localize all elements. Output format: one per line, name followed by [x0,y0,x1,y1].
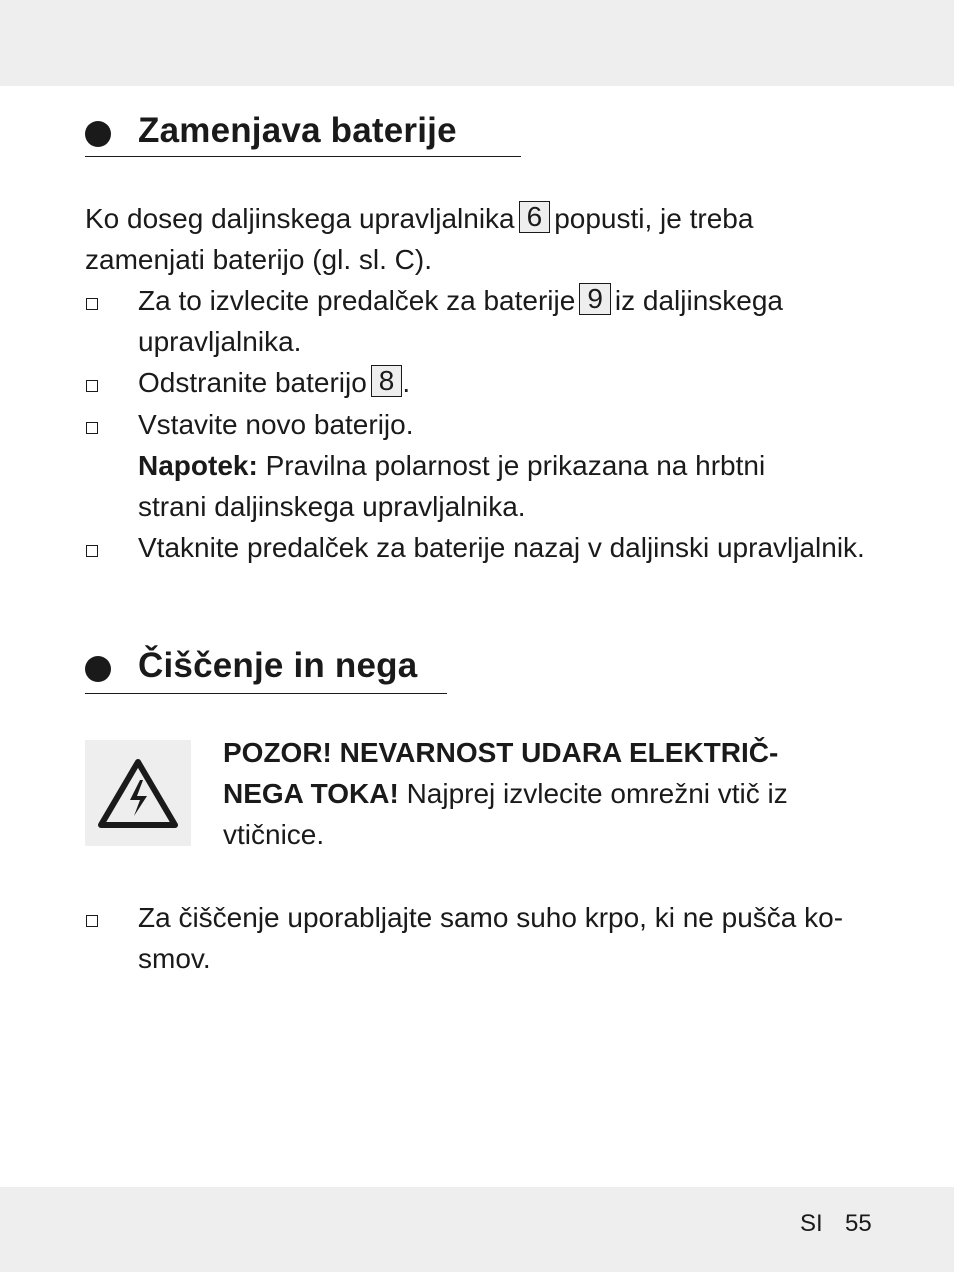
checkbox-square-icon [86,545,98,557]
step-3-note-cont: strani daljinskega upravljalnika. [138,491,526,522]
step-4-line: Vtaknite predalček za baterije nazaj v daljinski upravljalnik. [138,532,865,563]
warning-icon-box [85,740,191,846]
heading-title: Čiščenje in nega [138,646,418,685]
header-band [0,0,954,86]
step-2-line: Odstranite baterijo 8 . [138,365,411,398]
step-3-note: Napotek: Pravilna polarnost je prikazana na hrbtni [138,450,766,481]
checkbox-square-icon [86,915,98,927]
footer-page-number: 55 [845,1210,872,1237]
heading-bullet [85,121,111,147]
ref-number-box: 9 [579,283,611,315]
heading-bullet [85,656,111,682]
step-3-line: Vstavite novo baterijo. [138,409,414,440]
heading-underline [85,156,521,157]
intro-line-1: Ko doseg daljinskega upravljalnika 6 popusti, je treba [85,201,754,234]
intro-line-2: zamenjati baterijo (gl. sl. C). [85,244,433,275]
checkbox-square-icon [86,380,98,392]
checkbox-square-icon [86,422,98,434]
ref-number-box: 6 [519,201,551,233]
step-1-line: Za to izvlecite predalček za baterije 9 iz daljinskega [138,283,784,316]
section-heading-cleaning [85,643,455,703]
section-heading-battery [85,108,525,168]
ref-number-box: 8 [371,365,403,397]
note-label: Napotek: [138,450,258,481]
footer-language-code: SI [800,1210,823,1237]
warning-line-2: NEGA TOKA! Najprej izvlecite omrežni vtič iz [223,778,788,809]
warning-line-1: POZOR! NEVARNOST UDARA ELEKTRIČ- [223,737,779,768]
checkbox-square-icon [86,298,98,310]
step-1-cont: upravljalnika. [138,326,302,357]
electric-hazard-icon [85,740,191,846]
cleaning-step-line: Za čiščenje uporabljajte samo suho krpo, ki ne pušča ko- [138,902,844,933]
heading-underline [85,693,447,694]
heading-title: Zamenjava baterije [138,111,457,150]
warning-line-3: vtičnice. [223,819,325,850]
cleaning-step-cont: smov. [138,943,211,974]
